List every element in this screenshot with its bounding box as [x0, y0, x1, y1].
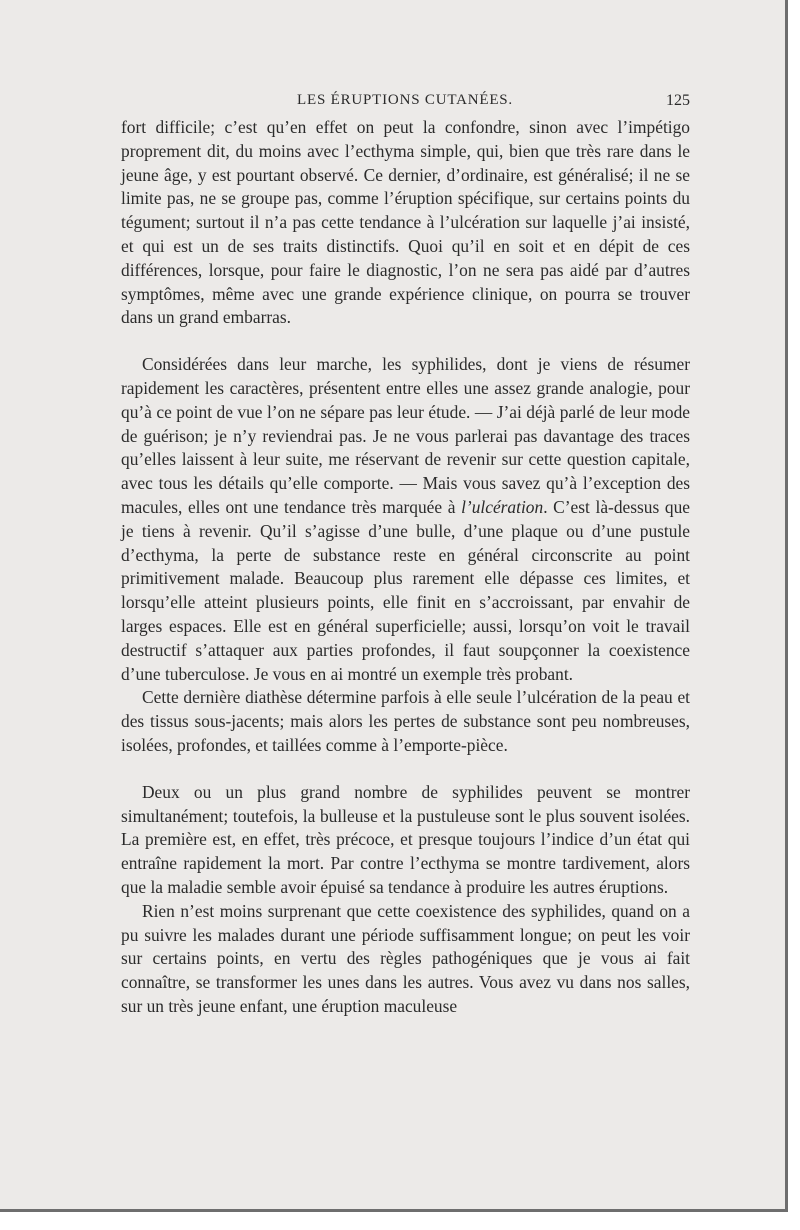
body-text [121, 116, 690, 1019]
page-number: 125 [666, 92, 690, 109]
paragraph-2-emphasis: l’ulcération [461, 496, 544, 517]
paragraph-2-part-1: Considérées dans leur marche, les syphilides, dont je viens de résumer rapidement les caractères, présentent entre elles une assez grande analogie, pour qu’à ce point de vue l’on ne sépare pas leur étude. — J’ai déjà parlé de leur mode de guérison; je n’y reviendrai pas. Je ne vous parlerai pas davantage des traces qu’elles laissent à leur suite, me réservant de revenir sur cette question capitale, avec tous les détails qu’elle comporte. — Mais vous savez qu’à l’exception des macules, elles ont une tendance très marquée à [121, 354, 690, 517]
paragraph-5: Rien n’est moins surprenant que cette coexistence des syphilides, quand on a pu suivre les malades durant une période suffisamment longue; on peut les voir sur certains points, en vertu des règles pathogéniques que je vous ai fait connaître, se transformer les unes dans les autres. Vous avez vu dans nos salles, sur un très jeune enfant, une éruption maculeuse [121, 900, 690, 1016]
paragraph-2 [121, 353, 690, 686]
paragraph-2-part-2: . C’est là-dessus que je tiens à revenir. Qu’il s’agisse d’une bulle, d’une plaque ou d’une pustule d’ecthyma, la perte de substance reste en général circonscrite au point primitivement malade. Beaucoup plus rarement elle dépasse ces limites, et lorsqu’elle atteint plusieurs points, elle finit en s’accroissant, par envahir de larges espaces. Elle est en général superficielle; aussi, lorsqu’on voit le travail destructif s’attaquer aux parties profondes, il faut soupçonner la coexistence d’une tuberculose. Je vous en ai montré un exemple très probant. [121, 496, 691, 684]
paragraph-3: Cette dernière diathèse détermine parfois à elle seule l’ulcération de la peau et des tissus sous-jacents; mais alors les pertes de substance sont peu nombreuses, isolées, profondes, et taillées comme à l’emporte-pièce. [121, 687, 690, 755]
paragraph-4: Deux ou un plus grand nombre de syphilides peuvent se montrer simultanément; toutefois, la bulleuse et la pustuleuse sont le plus souvent isolées. La première est, en effet, très précoce, et presque toujours l’indice d’un état qui entraîne rapidement la mort. Par contre l’ecthyma se montre tardivement, alors que la maladie semble avoir épuisé sa tendance à produire les autres éruptions. [121, 781, 690, 897]
paragraph-1: fort difficile; c’est qu’en effet on peut la confondre, sinon avec l’impétigo proprement dit, du moins avec l’ecthyma simple, qui, bien que très rare dans le jeune âge, y est pourtant observé. Ce dernier, d’ordinaire, est généralisé; il ne se limite pas, ne se groupe pas, comme l’éruption spécifique, sur certains points du tégument; surtout il n’a pas cette tendance à l’ulcération sur laquelle j’ai insisté, et qui est un de ses traits distinctifs. Quoi qu’il en soit et en dépit de ces différences, lorsque, pour faire le diagnostic, l’on ne sera pas aidé par d’autres symptômes, même avec une grande expérience clinique, on pourra se trouver dans un grand embarras. [121, 117, 690, 328]
page-header [120, 92, 690, 114]
running-title: LES ÉRUPTIONS CUTANÉES. [297, 92, 513, 108]
